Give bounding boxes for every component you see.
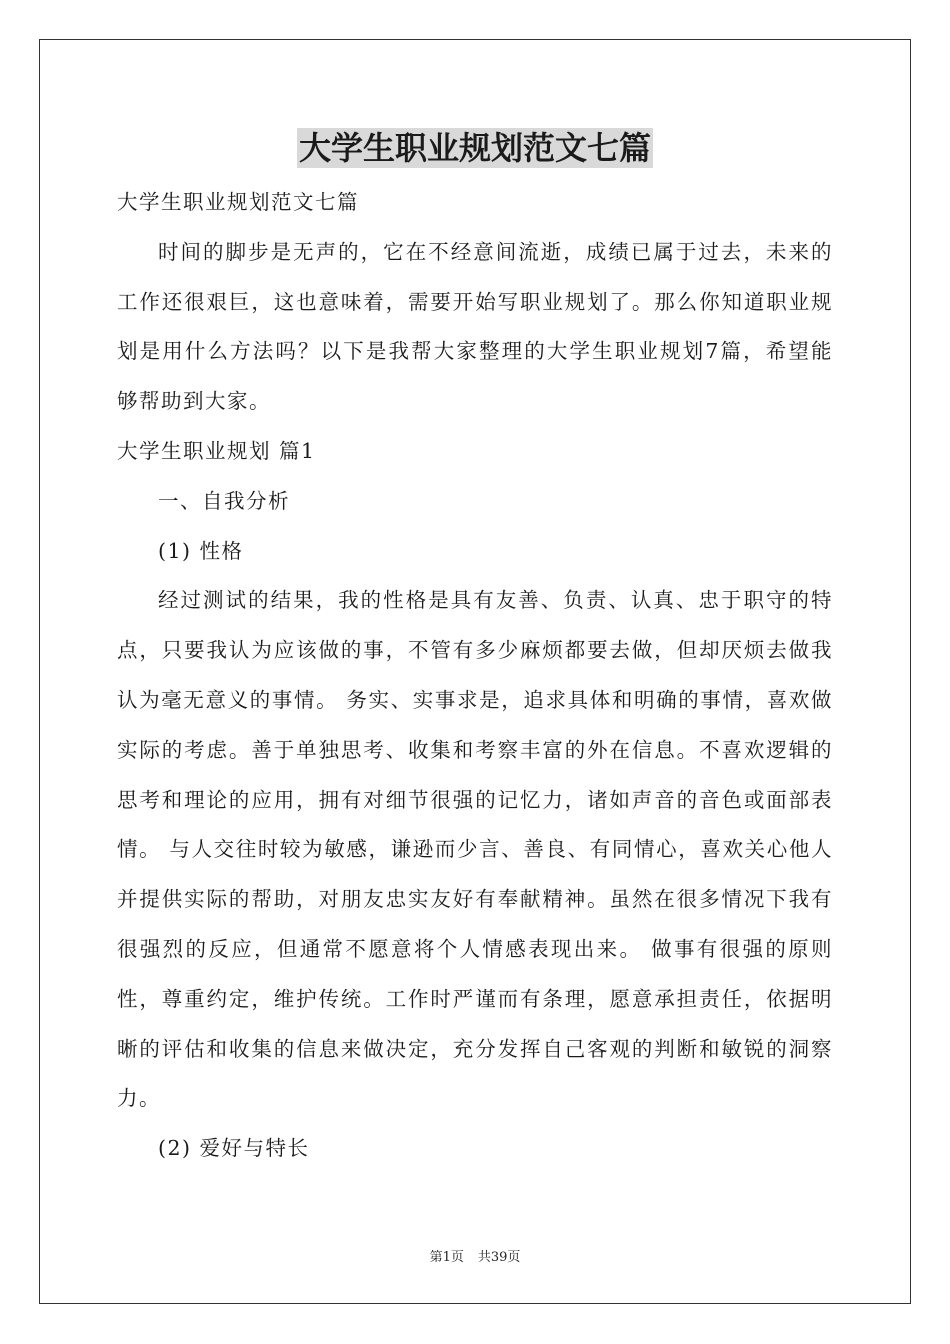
page-number: 第1页 bbox=[429, 1250, 464, 1265]
page-footer bbox=[0, 1246, 950, 1265]
subtitle-paragraph: 大学生职业规划范文七篇 bbox=[117, 190, 359, 214]
intro-paragraph: 时间的脚步是无声的，它在不经意间流逝，成绩已属于过去，未来的工作还很艰巨，这也意味着，需要开始写职业规划了。那么你知道职业规划是用什么方法吗？以下是我帮大家整理的大学生职业规划7篇，希望能够帮助到大家。 bbox=[117, 239, 833, 414]
body-paragraph: 经过测试的结果，我的性格是具有友善、负责、认真、忠于职守的特点，只要我认为应该做的事，不管有多少麻烦都要去做，但却厌烦去做我认为毫无意义的事情。 务实、实事求是，追求具体和明确的事情，喜欢做实际的考虑。善于单独思考、收集和考察丰富的外在信息。不喜欢逻辑的思考和理论的应用，拥有对细节很强的记忆力，诸如声音的音色或面部表情。 与人交往时较为敏感，谦逊而少言、善良、有同情心，喜欢关心他人并提供实际的帮助，对朋友忠实友好有奉献精神。虽然在很多情况下我有很强烈的反应，但通常不愿意将个人情感表现出来。 做事有很强的原则性，尊重约定，维护传统。工作时严谨而有条理，愿意承担责任，依据明晰的评估和收集的信息来做决定，充分发挥自己客观的判断和敏锐的洞察力。 bbox=[117, 588, 833, 1111]
item-heading: (2) 爱好与特长 bbox=[158, 1136, 310, 1161]
title-container bbox=[0, 128, 950, 168]
document-title: 大学生职业规划范文七篇 bbox=[298, 129, 651, 167]
section-heading: 大学生职业规划 篇1 bbox=[117, 438, 316, 463]
document-body bbox=[117, 178, 833, 1174]
page-total: 共39页 bbox=[477, 1250, 521, 1265]
subsection-heading: 一、自我分析 bbox=[158, 488, 290, 513]
item-heading: (1) 性格 bbox=[158, 538, 244, 563]
